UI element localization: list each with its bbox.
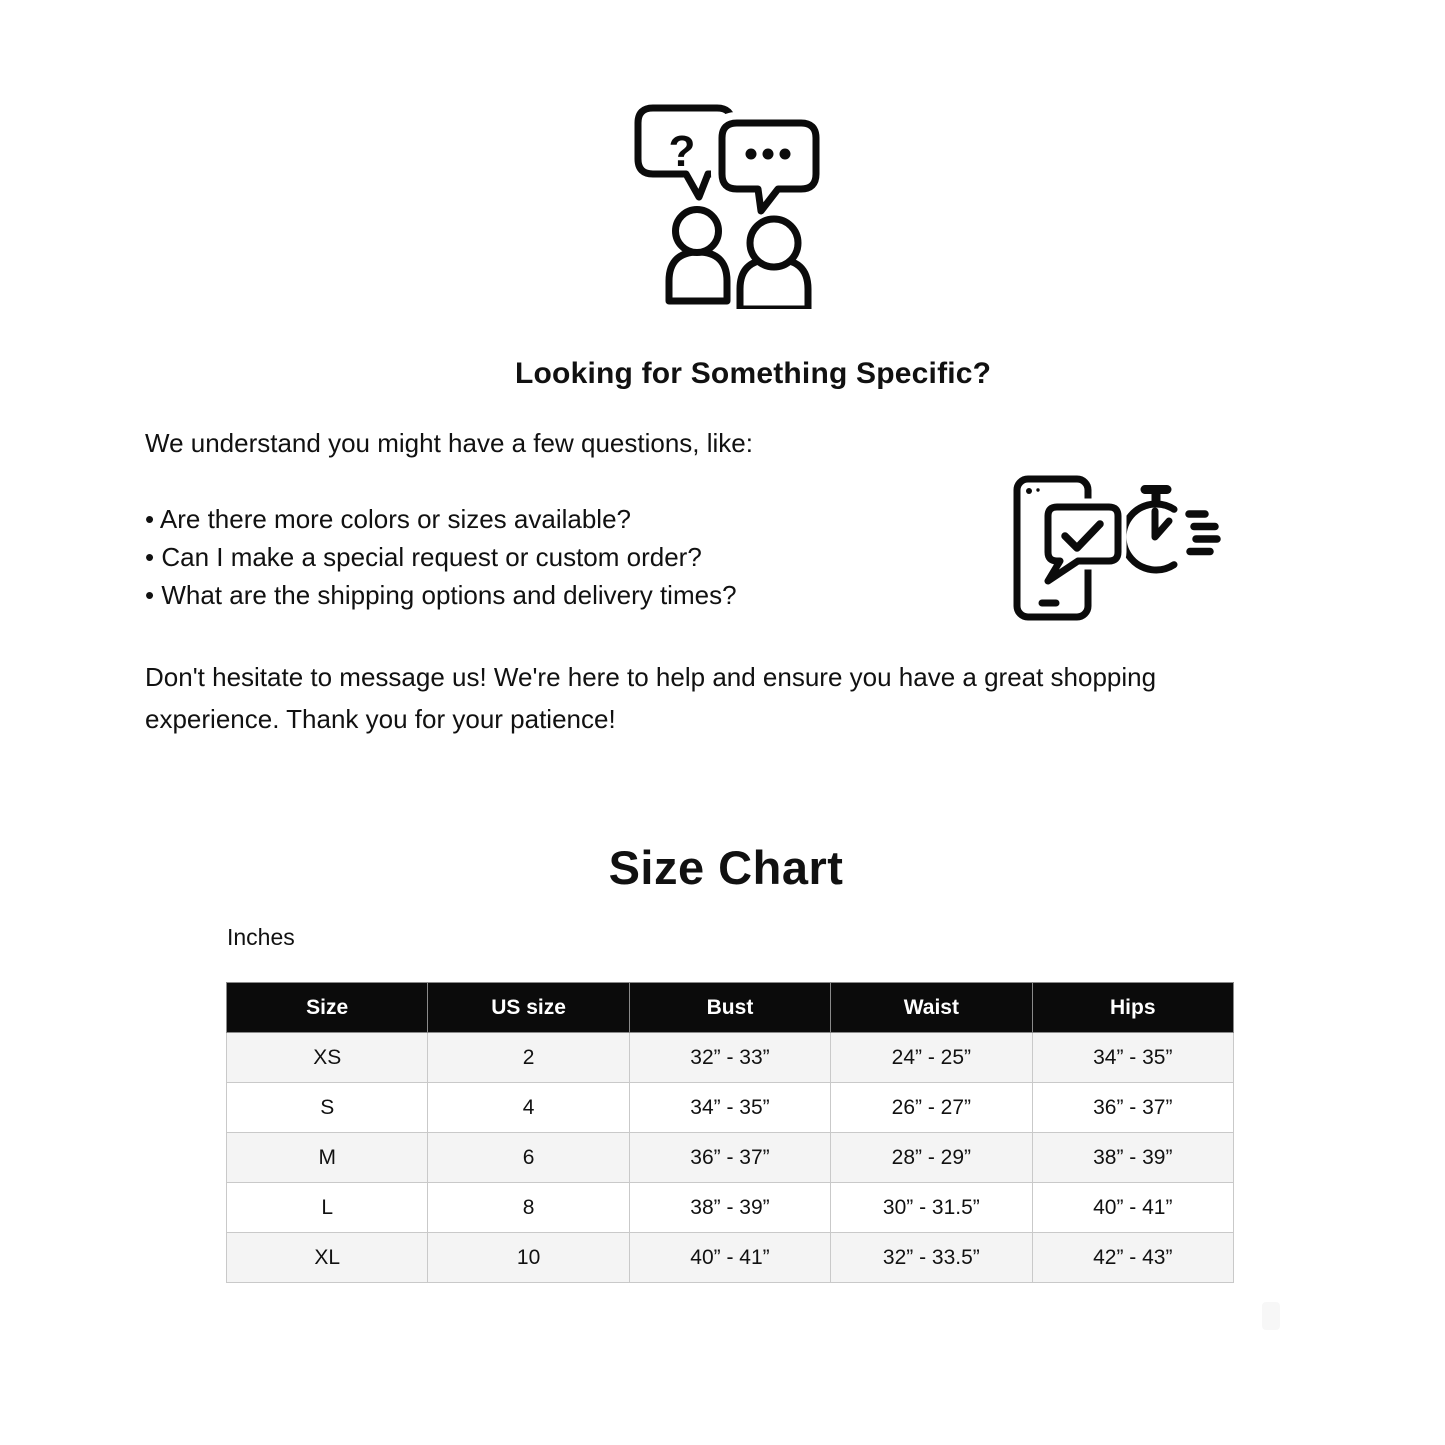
question-mark-glyph: ? bbox=[668, 127, 696, 176]
table-row-xs bbox=[227, 1033, 1234, 1083]
stopwatch bbox=[1123, 490, 1174, 571]
unit-label: Inches bbox=[227, 924, 295, 950]
cell-waist: 28” - 29” bbox=[831, 1133, 1032, 1183]
size-chart-title: Size Chart bbox=[608, 841, 844, 894]
cell-hips: 42” - 43” bbox=[1032, 1233, 1233, 1283]
cell-us-size: 10 bbox=[428, 1233, 629, 1283]
cell-bust: 38” - 39” bbox=[629, 1183, 830, 1233]
size-chart-table bbox=[226, 982, 1234, 1283]
table-row-xl bbox=[227, 1233, 1234, 1283]
cell-us-size: 8 bbox=[428, 1183, 629, 1233]
table-header-row bbox=[227, 983, 1234, 1033]
table-row-m bbox=[227, 1133, 1234, 1183]
cell-us-size: 4 bbox=[428, 1083, 629, 1133]
cell-size: S bbox=[227, 1083, 428, 1133]
cell-us-size: 2 bbox=[428, 1033, 629, 1083]
cell-bust: 36” - 37” bbox=[629, 1133, 830, 1183]
cell-hips: 38” - 39” bbox=[1032, 1133, 1233, 1183]
person-left-figure bbox=[669, 210, 727, 302]
closing-line: experience. Thank you for your patience! bbox=[145, 704, 616, 734]
column-header-size: Size bbox=[227, 983, 428, 1033]
watermark bbox=[1262, 1302, 1280, 1330]
cell-bust: 34” - 35” bbox=[629, 1083, 830, 1133]
cell-waist: 26” - 27” bbox=[831, 1083, 1032, 1133]
column-header-hips: Hips bbox=[1032, 983, 1233, 1033]
cell-size: XL bbox=[227, 1233, 428, 1283]
speed-lines bbox=[1189, 514, 1217, 552]
cell-size: XS bbox=[227, 1033, 428, 1083]
column-header-us-size: US size bbox=[428, 983, 629, 1033]
question-item: • Can I make a special request or custom order? bbox=[145, 542, 702, 572]
column-header-bust: Bust bbox=[629, 983, 830, 1033]
cell-hips: 36” - 37” bbox=[1032, 1083, 1233, 1133]
cell-bust: 40” - 41” bbox=[629, 1233, 830, 1283]
cell-waist: 30” - 31.5” bbox=[831, 1183, 1032, 1233]
question-item: • Are there more colors or sizes available? bbox=[145, 504, 631, 534]
cell-bust: 32” - 33” bbox=[629, 1033, 830, 1083]
table-row-l bbox=[227, 1183, 1234, 1233]
question-item: • What are the shipping options and delivery times? bbox=[145, 580, 737, 610]
cell-waist: 32” - 33.5” bbox=[831, 1233, 1032, 1283]
person-right-figure bbox=[740, 219, 808, 309]
two-people-chat-question-icon bbox=[628, 103, 838, 309]
cell-size: M bbox=[227, 1133, 428, 1183]
table-row-s bbox=[227, 1083, 1234, 1133]
closing-line: Don't hesitate to message us! We're here to help and ensure you have a great shopping bbox=[145, 662, 1157, 692]
cell-size: L bbox=[227, 1183, 428, 1233]
cell-us-size: 6 bbox=[428, 1133, 629, 1183]
closing-message bbox=[145, 656, 1156, 740]
clock-hand bbox=[1155, 511, 1169, 537]
phone-message-stopwatch-icon bbox=[1008, 473, 1223, 623]
help-intro: We understand you might have a few questions, like: bbox=[145, 428, 753, 458]
column-header-waist: Waist bbox=[831, 983, 1032, 1033]
cell-hips: 34” - 35” bbox=[1032, 1033, 1233, 1083]
cell-hips: 40” - 41” bbox=[1032, 1183, 1233, 1233]
question-list bbox=[145, 500, 737, 614]
help-heading: Looking for Something Specific? bbox=[515, 357, 992, 390]
cell-waist: 24” - 25” bbox=[831, 1033, 1032, 1083]
